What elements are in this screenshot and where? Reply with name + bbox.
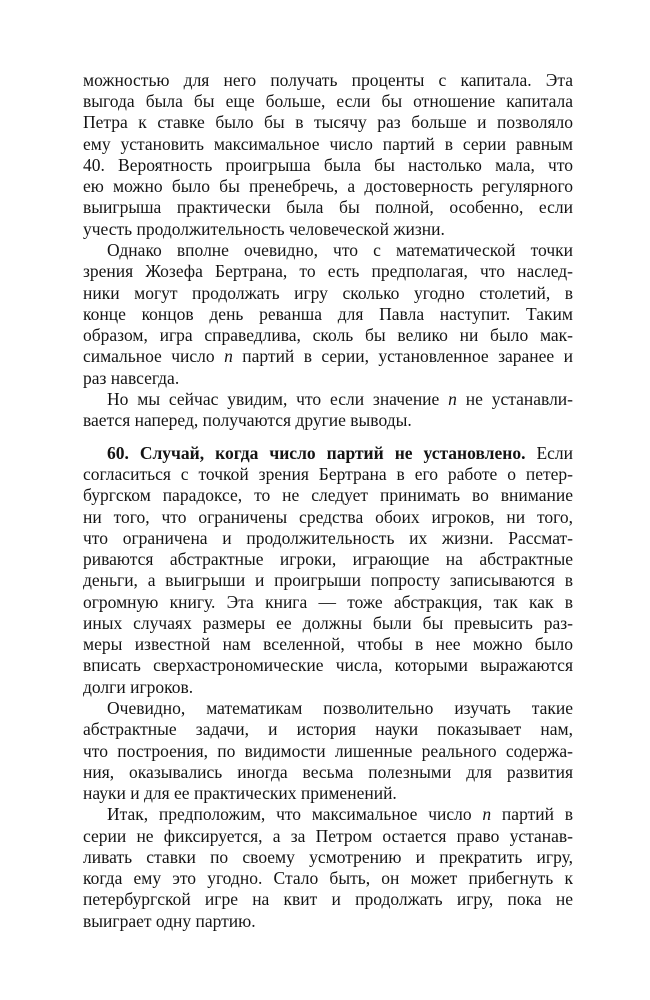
text-line: петербургской игре на квит и продолжать игру, пока не xyxy=(83,889,573,909)
text-line xyxy=(83,346,573,368)
text-line: учесть продолжительность человеческой жизни. xyxy=(83,219,445,239)
text-line: зрения Жозефа Бертрана, то есть предполагая, что наслед- xyxy=(83,261,573,281)
text-line: конце концов день реванша для Павла наступит. Таким xyxy=(83,304,573,324)
text-line: долги игроков. xyxy=(83,677,194,697)
text-line xyxy=(107,804,573,826)
text-line: согласиться с точкой зрения Бертрана в его работе о петер- xyxy=(83,464,573,484)
text-line: деньги, а выигрыши и проигрыши попросту записываются в xyxy=(83,570,573,590)
text-fragment: Но мы сейчас увидим, что если значение xyxy=(107,389,449,409)
text-line: бургском парадоксе, то не следует принимать во внимание xyxy=(83,485,573,505)
text-line: что ограничена и продолжительность их жизни. Рассмат- xyxy=(83,528,573,548)
text-line: когда ему это угодно. Стало быть, он может прибегнуть к xyxy=(83,868,573,888)
text-fragment: не устанавли- xyxy=(456,389,573,409)
text-line: выиграет одну партию. xyxy=(83,911,256,931)
text-fragment: партий в серии, установленное заранее и xyxy=(232,346,573,366)
text-line: образом, игра справедлива, сколь бы велико ни было мак- xyxy=(83,325,573,345)
text-fragment: партий в xyxy=(491,804,573,824)
variable-n: n xyxy=(448,389,457,409)
text-line: вается наперед, получаются другие выводы. xyxy=(83,410,412,430)
text-line: иных случаях размеры ее должны были бы превысить раз- xyxy=(83,613,573,633)
text-line: огромную книгу. Эта книга — тоже абстракция, так как в xyxy=(83,592,573,612)
text-line: ею можно было бы пренебречь, а достоверность регулярного xyxy=(83,176,573,196)
text-line: абстрактные задачи, и история науки показывает нам, xyxy=(83,719,573,739)
section-heading: 60. Случай, когда число партий не установлено. xyxy=(107,443,526,463)
text-line: ни того, что ограничены средства обоих игроков, ни того, xyxy=(83,507,573,527)
text-line: серии не фиксируется, а за Петром остается право устанав- xyxy=(83,826,573,846)
text-line: науки и для ее практических применений. xyxy=(83,783,397,803)
text-fragment: Итак, предположим, что максимальное число xyxy=(107,804,483,824)
text-line: 40. Вероятность проигрыша была бы настолько мала, что xyxy=(83,155,573,175)
text-line xyxy=(107,389,573,411)
text-line: выгода была бы еще больше, если бы отношение капитала xyxy=(83,91,573,111)
variable-n: n xyxy=(482,804,492,824)
text-line: ему установить максимальное число партий в серии равным xyxy=(83,134,573,154)
text-line: меры известной нам вселенной, чтобы в нее можно было xyxy=(83,634,573,654)
text-line: что построения, по видимости лишенные реального содержа- xyxy=(83,741,573,761)
text-fragment: Если xyxy=(536,443,574,463)
text-line: Очевидно, математикам позволительно изучать такие xyxy=(107,698,573,718)
text-line: Петра к ставке было бы в тысячу раз больше и позволяло xyxy=(83,112,573,132)
text-fragment: симальное число xyxy=(83,346,225,366)
text-line: выигрыша практически была бы полной, особенно, если xyxy=(83,197,573,217)
text-line: вписать сверхастрономические числа, которыми выражаются xyxy=(83,655,573,675)
variable-n: n xyxy=(224,346,233,366)
text-line: ливать ставки по своему усмотрению и прекратить игру, xyxy=(83,847,573,867)
text-line xyxy=(107,443,573,465)
text-line: риваются абстрактные игроки, играющие на абстрактные xyxy=(83,549,573,569)
text-line: ники могут продолжать игру сколько угодно столетий, в xyxy=(83,283,573,303)
text-line: раз навсегда. xyxy=(83,368,180,388)
text-line: Однако вполне очевидно, что с математической точки xyxy=(107,240,573,260)
text-line: можностью для него получать проценты с капитала. Эта xyxy=(83,70,573,90)
text-line: ния, оказывались иногда весьма полезными для развития xyxy=(83,762,573,782)
